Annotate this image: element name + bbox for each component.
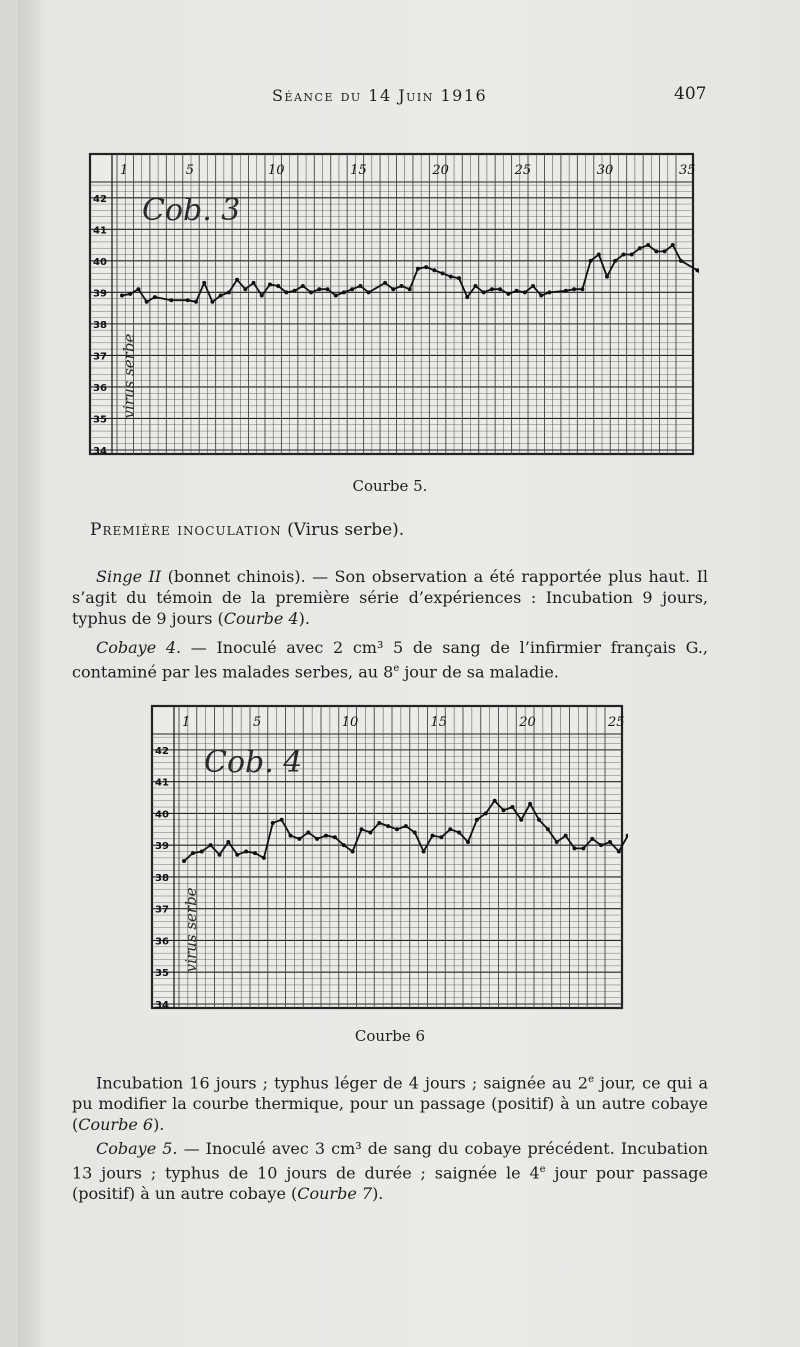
p4-sup: e [539,1164,546,1175]
side-label-virus: virus serbe [182,887,200,973]
temperature-point [289,834,293,838]
temperature-point [416,267,420,271]
y-tick-label: 34 [93,446,107,457]
temperature-point [564,289,568,293]
temperature-point [547,290,551,294]
temperature-point [315,837,319,841]
temperature-point [235,853,239,857]
temperature-point [169,298,173,302]
temperature-point [186,298,190,302]
temperature-point [523,290,527,294]
temperature-chart-courbe-6 [146,700,628,1014]
y-tick-label: 38 [93,319,107,331]
temperature-point [597,253,601,257]
x-tick-label: 25 [514,163,532,178]
x-tick-label: 20 [519,715,536,730]
temperature-point [613,259,617,263]
temperature-point [120,294,124,298]
temperature-point [439,835,443,839]
paragraph-cobaye-5 [72,1138,708,1204]
temperature-point [395,827,399,831]
section-title [90,520,404,540]
temperature-point [457,276,461,280]
section-title-main: Première inoculation [90,520,282,540]
temperature-point [317,287,321,291]
temperature-point [490,287,494,291]
temperature-point [262,856,266,860]
handwritten-animal-label: Cob. 3 [142,192,241,228]
temperature-point [448,827,452,831]
temperature-point [424,265,428,269]
y-tick-label: 42 [155,745,169,757]
x-tick-label: 25 [608,715,625,730]
temperature-point [367,290,371,294]
temperature-point [400,284,404,288]
temperature-point [210,300,214,304]
temperature-point [326,287,330,291]
p3-ref: Courbe 6 [78,1115,154,1135]
y-tick-label: 37 [93,351,107,363]
chart-6-svg [146,700,628,1014]
y-tick-label: 36 [155,936,169,948]
temperature-point [153,295,157,299]
y-tick-label: 38 [155,872,169,884]
p2-end: jour de sa maladie. [404,662,559,682]
temperature-point [358,284,362,288]
y-tick-label: 34 [155,1000,169,1011]
x-tick-label: 10 [341,715,359,730]
temperature-point [276,284,280,288]
temperature-point [194,300,198,304]
temperature-point [465,295,469,299]
temperature-point [209,843,213,847]
temperature-point [202,281,206,285]
paragraph-incubation [72,1069,708,1135]
p2-text: — Inoculé avec 2 cm³ 5 de sang de l’infirmier français G., contaminé par les malades serbes, au 8 [72,638,708,682]
temperature-point [475,818,479,822]
temperature-point [145,300,149,304]
p3-mid: jour, ce qui a pu modifier la courbe thermique, pour un passage (positif) à un autre cobaye ( [72,1073,708,1135]
temperature-point [297,837,301,841]
temperature-point [539,294,543,298]
x-tick-label: 5 [253,715,262,730]
y-tick-label: 35 [155,968,169,980]
temperature-point [422,850,426,854]
temperature-point [243,287,247,291]
section-title-paren: (Virus serbe). [287,520,405,540]
temperature-point [219,294,223,298]
temperature-point [599,843,603,847]
p3-sup: e [588,1074,594,1085]
temperature-point [580,287,584,291]
y-tick-label: 42 [93,193,107,205]
paragraph-singe-ii [72,566,708,629]
temperature-point [271,821,275,825]
temperature-point [654,249,658,253]
temperature-chart-courbe-5 [86,148,699,460]
chart-5-svg [86,148,699,460]
p4-ref: Courbe 7 [297,1184,373,1204]
p1-text: (bonnet chinois). — Son observation a été rapportée plus haut. Il s’agit du témoin de la première série d’expériences : Incubation 9 jours, typhus de 9 jours ( [72,567,709,628]
temperature-point [506,292,510,296]
temperature-point [528,802,532,806]
temperature-point [605,275,609,279]
p1-end: ). [298,609,310,628]
temperature-point [235,278,239,282]
p3-text: Incubation 16 jours ; typhus léger de 4 jours ; saignée au 2 [96,1073,589,1093]
temperature-point [333,835,337,839]
x-tick-label: 20 [432,163,449,178]
temperature-point [679,259,683,263]
page-number: 407 [674,84,707,104]
temperature-point [432,268,436,272]
temperature-point [200,850,204,854]
temperature-point [391,287,395,291]
temperature-point [350,287,354,291]
y-tick-label: 39 [93,288,107,300]
side-label-virus: virus serbe [120,333,138,419]
chart-6-caption: Courbe 6 [354,1027,426,1045]
temperature-point [537,818,541,822]
temperature-point [284,290,288,294]
temperature-point [581,846,585,850]
temperature-point [309,290,313,294]
temperature-point [617,850,621,854]
temperature-point [590,837,594,841]
temperature-point [493,799,497,803]
temperature-point [441,271,445,275]
p1-ref: Courbe 4 [223,609,299,628]
temperature-point [413,830,417,834]
temperature-point [457,830,461,834]
temperature-point [621,253,625,257]
temperature-point [342,843,346,847]
x-tick-label: 10 [267,163,285,178]
temperature-point [482,290,486,294]
p1-italic: Singe II [96,567,162,586]
temperature-point [136,287,140,291]
temperature-point [227,290,231,294]
temperature-point [182,859,186,863]
temperature-point [546,827,550,831]
temperature-point [449,275,453,279]
temperature-point [306,830,310,834]
paragraph-cobaye-4 [72,637,708,682]
p4-mid: jour pour passage (positif) à un autre cobaye ( [72,1163,709,1204]
temperature-point [218,853,222,857]
temperature-point [608,840,612,844]
temperature-point [519,818,523,822]
temperature-point [191,851,195,855]
temperature-point [280,818,284,822]
temperature-point [555,840,559,844]
temperature-point [431,834,435,838]
y-tick-label: 40 [93,256,107,268]
temperature-point [484,811,488,815]
temperature-point [253,851,257,855]
x-tick-label: 1 [120,163,129,178]
p4-end: ). [372,1184,384,1204]
temperature-point [128,292,132,296]
temperature-point [324,834,328,838]
y-tick-label: 40 [155,809,169,821]
temperature-point [293,289,297,293]
running-head: Séance du 14 Juin 1916 [272,86,488,105]
p3-end: ). [153,1115,165,1135]
temperature-point [377,821,381,825]
temperature-point [386,824,390,828]
x-tick-label: 15 [350,163,367,178]
page-header [0,84,800,110]
handwritten-animal-label: Cob. 4 [204,745,303,781]
temperature-point [502,808,506,812]
temperature-point [638,246,642,250]
chart-5-caption: Courbe 5. [352,477,428,495]
temperature-point [408,287,412,291]
temperature-point [531,284,535,288]
temperature-point [252,281,256,285]
x-tick-label: 30 [596,163,614,178]
x-tick-label: 1 [182,715,191,730]
temperature-point [515,289,519,293]
temperature-point [301,284,305,288]
temperature-point [564,834,568,838]
temperature-point [630,253,634,257]
temperature-point [510,805,514,809]
p4-text: — Inoculé avec 3 cm³ de sang du cobaye précédent. Incubation 13 jours ; typhus de 10 jours de durée ; saignée le 4 [72,1139,708,1183]
temperature-point [268,282,272,286]
x-tick-label: 5 [185,163,195,178]
temperature-point [368,830,372,834]
temperature-point [498,287,502,291]
temperature-point [244,850,248,854]
temperature-point [342,290,346,294]
temperature-point [404,824,408,828]
y-tick-label: 36 [93,382,107,394]
temperature-point [572,287,576,291]
y-tick-label: 41 [155,777,169,789]
temperature-point [360,827,364,831]
temperature-point [260,294,264,298]
x-tick-label: 35 [679,163,696,178]
y-tick-label: 37 [155,904,169,916]
temperature-point [573,846,577,850]
p2-italic: Cobaye 4. [96,638,182,657]
temperature-point [466,840,470,844]
temperature-point [589,259,593,263]
y-tick-label: 35 [93,414,107,426]
temperature-point [663,249,667,253]
temperature-point [351,850,355,854]
temperature-point [473,284,477,288]
y-tick-label: 41 [93,225,107,237]
temperature-point [226,840,230,844]
p4-italic: Cobaye 5. [96,1139,178,1158]
temperature-point [646,243,650,247]
y-tick-label: 39 [155,841,169,853]
p2-sup: e [393,663,400,674]
x-tick-label: 15 [430,715,448,730]
temperature-point [671,243,675,247]
temperature-point [383,281,387,285]
temperature-point [334,294,338,298]
